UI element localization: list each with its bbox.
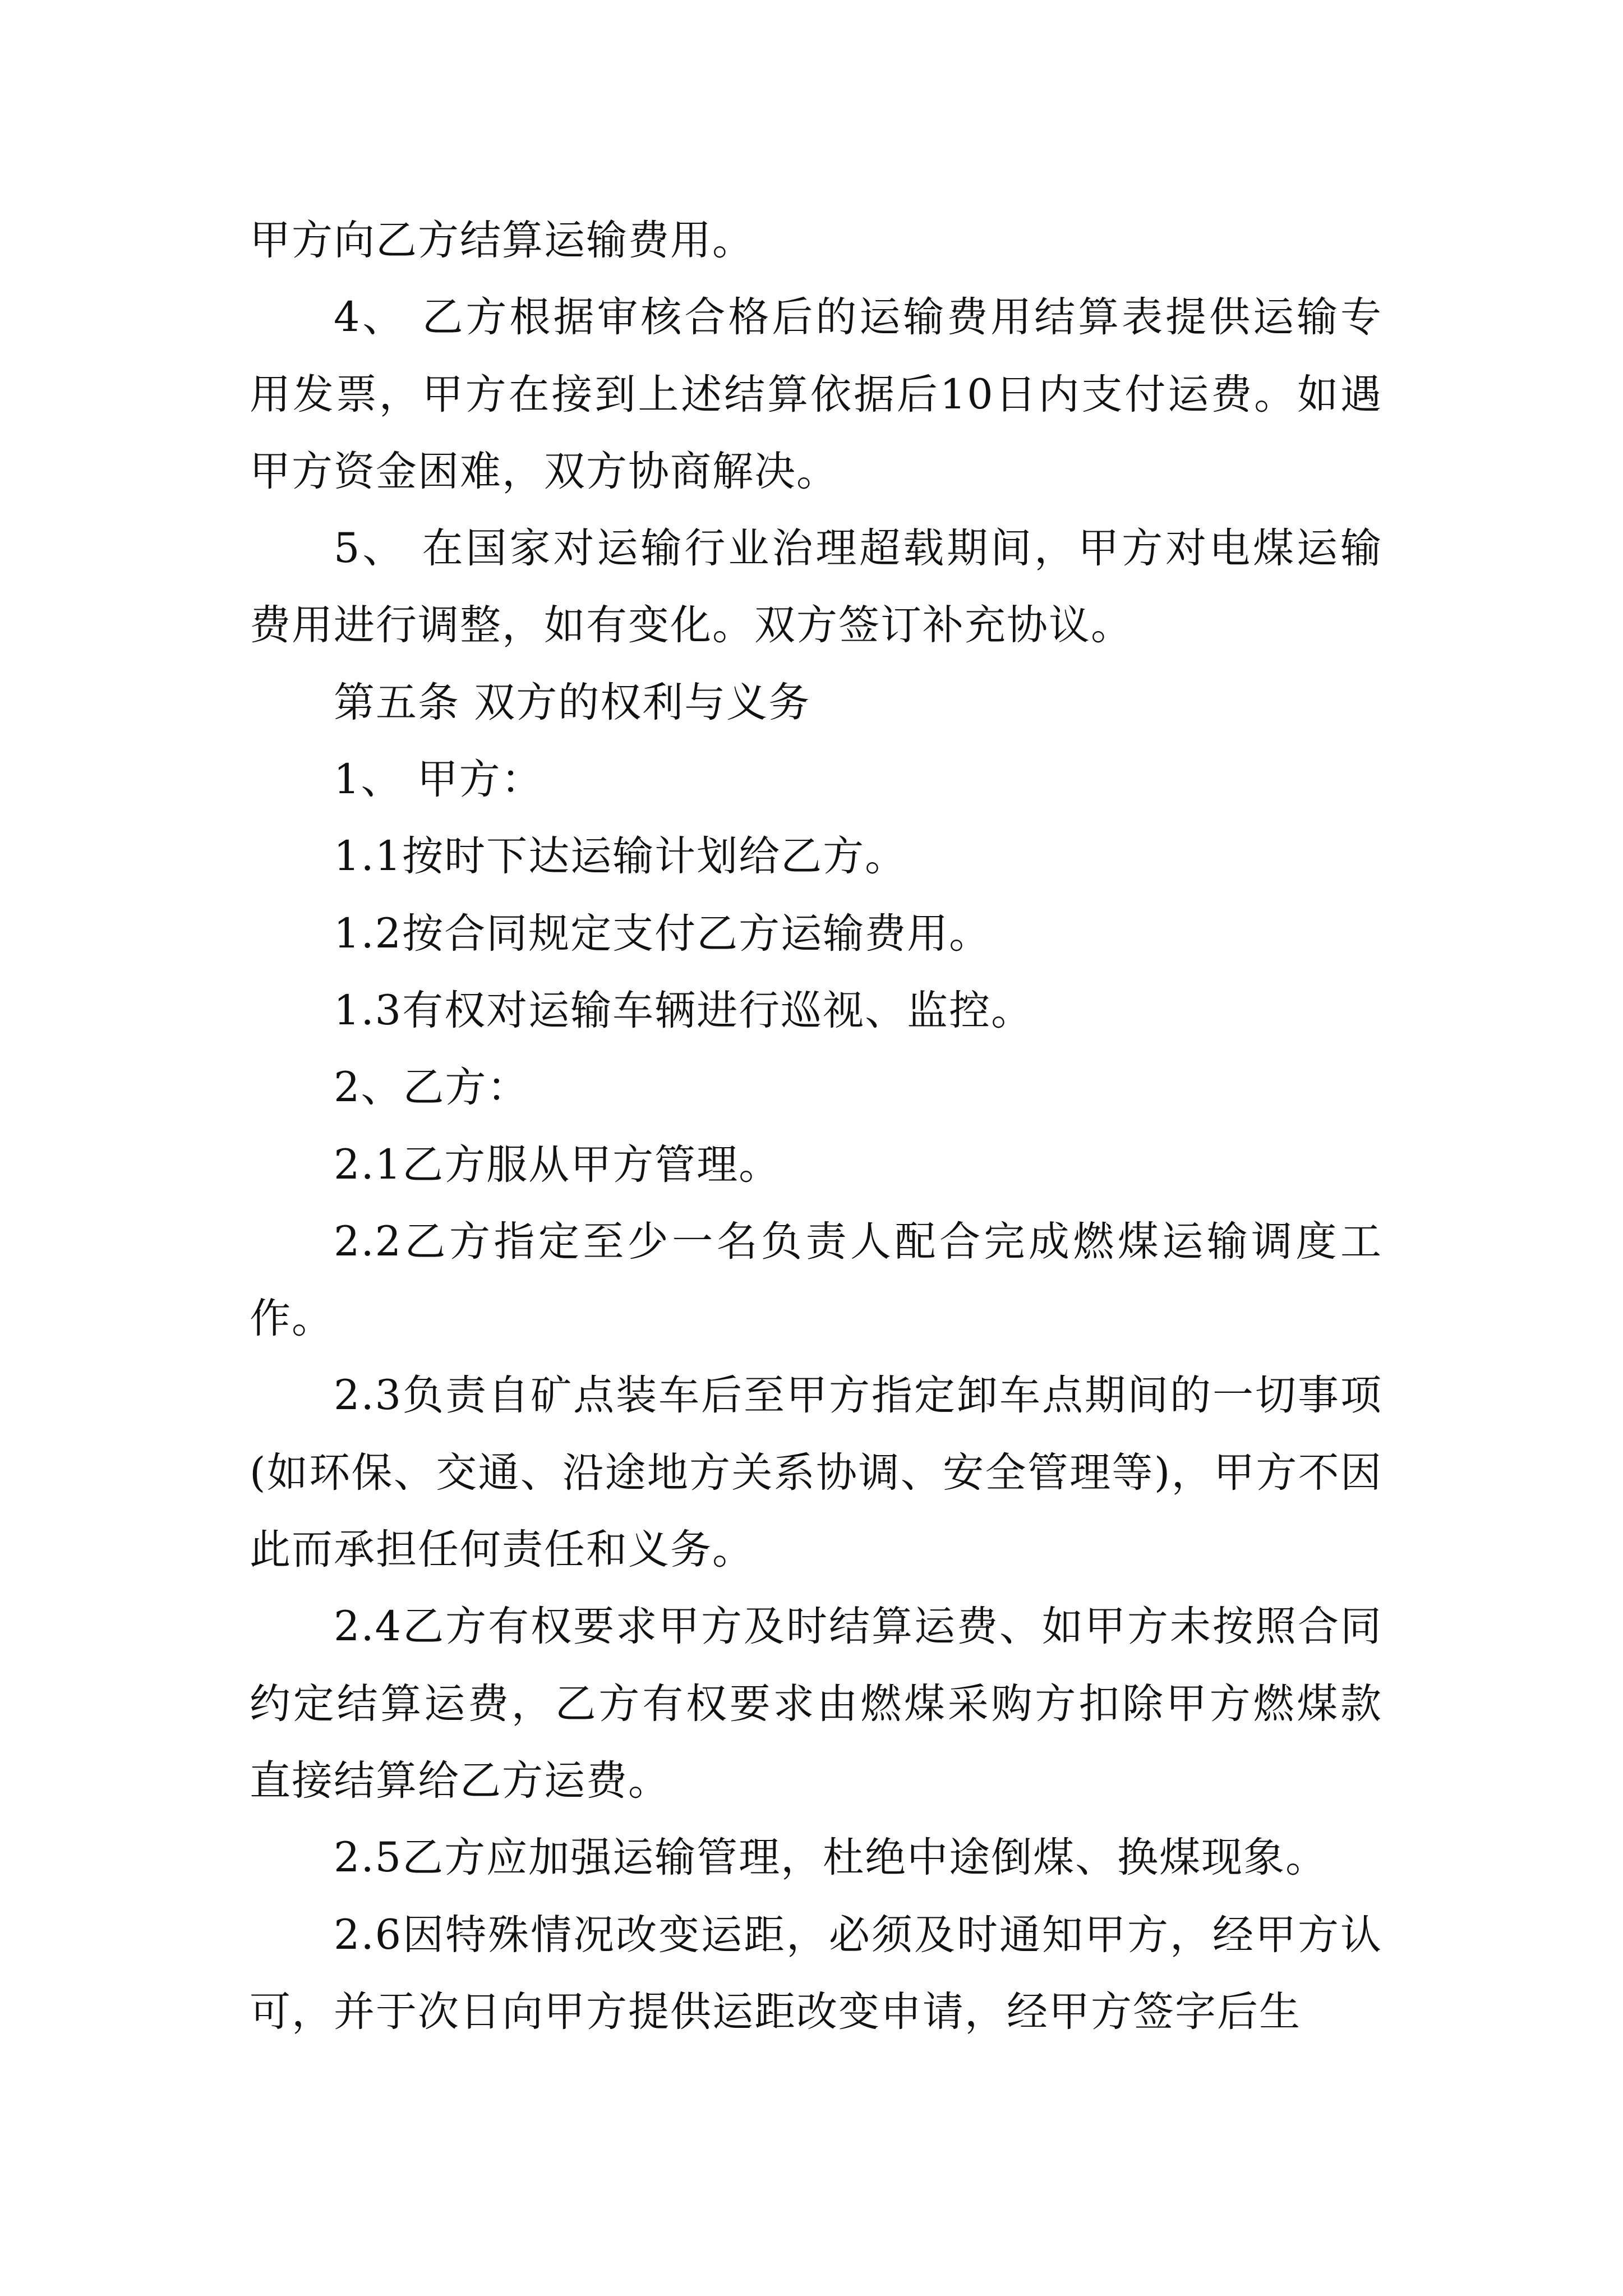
section-heading: 第五条 双方的权利与义务 [334,678,811,726]
paragraph-8: 1.3有权对运输车辆进行巡视、监控。 [334,986,1034,1034]
paragraph-2: 4、 乙方根据审核合格后的运输费用结算表提供运输专用发票，甲方在接到上述结算依据后10日内支付运费。如遇甲方资金困难，双方协商解决。 [250,293,1382,495]
document-body [250,202,1382,2050]
paragraph-10: 2.1乙方服从甲方管理。 [334,1140,781,1189]
paragraph-11: 2.2乙方指定至少一名负责人配合完成燃煤运输调度工作。 [250,1217,1382,1343]
paragraph-7: 1.2按合同规定支付乙方运输费用。 [334,909,992,958]
paragraph-15: 2.6因特殊情况改变运距，必须及时通知甲方，经甲方认可，并于次日向甲方提供运距改变申请，经甲方签字后生 [250,1911,1382,2036]
paragraph-5: 1、 甲方： [334,756,543,804]
paragraph-6: 1.1按时下达运输计划给乙方。 [334,832,907,881]
paragraph-12: 2.3负责自矿点装车后至甲方指定卸车点期间的一切事项(如环保、交通、沿途地方关系协调、安全管理等)，甲方不因此而承担任何责任和义务。 [250,1372,1382,1574]
paragraph-3: 5、 在国家对运输行业治理超载期间，甲方对电煤运输费用进行调整，如有变化。双方签订补充协议。 [250,524,1382,650]
paragraph-9: 2、乙方： [334,1064,529,1112]
paragraph-13: 2.4乙方有权要求甲方及时结算运费、如甲方未按照合同约定结算运费，乙方有权要求由燃煤采购方扣除甲方燃煤款直接结算给乙方运费。 [250,1603,1382,1805]
paragraph-14: 2.5乙方应加强运输管理，杜绝中途倒煤、换煤现象。 [334,1834,1328,1882]
paragraph-1: 甲方向乙方结算运输费用。 [250,217,754,264]
